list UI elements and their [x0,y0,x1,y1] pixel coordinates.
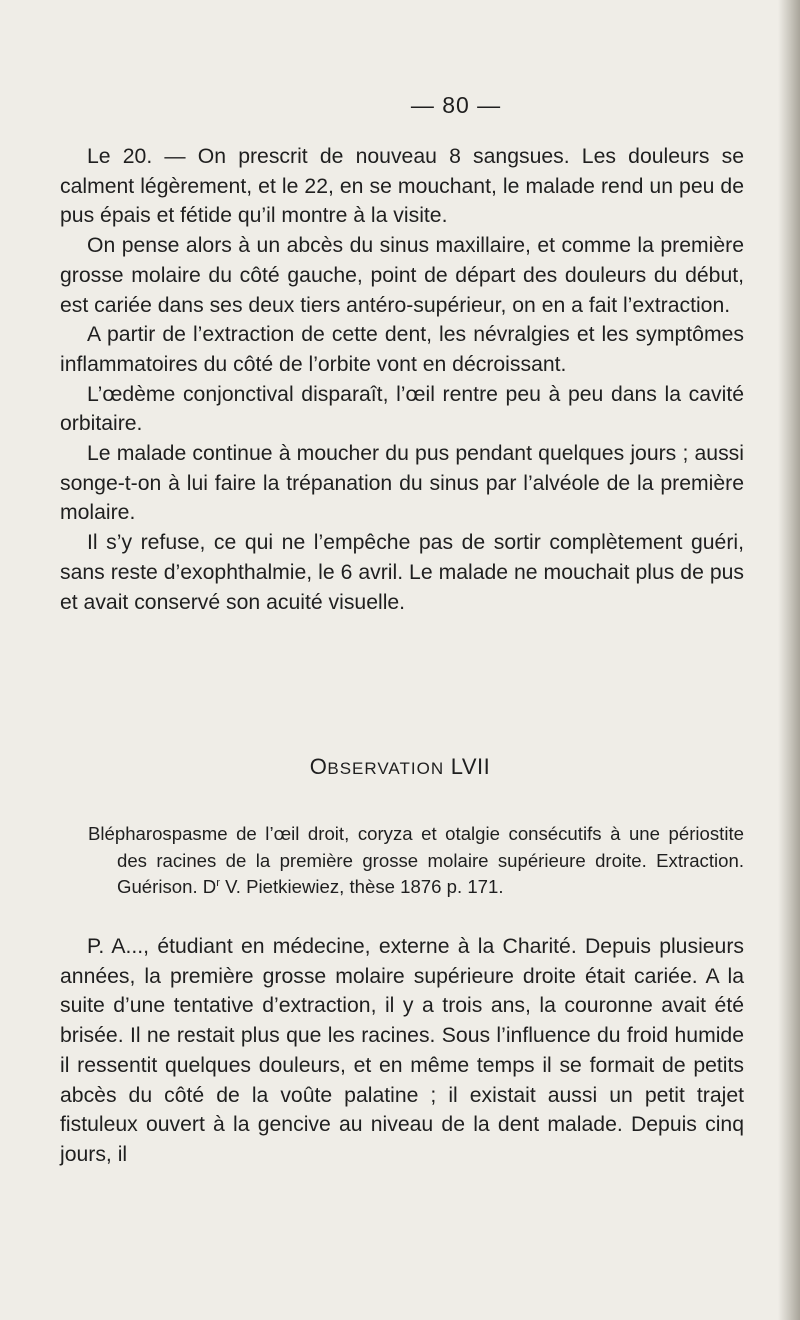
observation-summary [88,821,744,901]
paragraph: P. A..., étudiant en médecine, externe à la Charité. Depuis plusieurs années, la première grosse molaire supérieure droite était cariée. A la suite d’une tentative d’extraction, il y a trois ans, la couronne avait été brisée. Il ne restait plus que les racines. Sous l’influence du froid humide il ressentit quelques douleurs, et en même temps il se formait de petits abcès du côté de la voûte palatine ; il existait aussi un petit trajet fistuleux ouvert à la gencive au niveau de la dent malade. Depuis cinq jours, il [60,935,744,1166]
summary-text-end: V. Pietkiewiez, thèse 1876 p. 171. [219,876,504,897]
paragraph: Le malade continue à moucher du pus pendant quelques jours ; aussi songe-t-on à lui faire la trépanation du sinus par l’alvéole de la première molaire. [60,442,744,525]
body-text-lower [60,932,744,1170]
paragraph: L’œdème conjonctival disparaît, l’œil rentre peu à peu dans la cavité orbitaire. [60,382,744,436]
summary-superscript: r [216,876,220,889]
body-text-upper [60,142,744,617]
paragraph: Il s’y refuse, ce qui ne l’empêche pas de sortir complètement guéri, sans reste d’exophthalmie, le 6 avril. Le malade ne mouchait plus de pus et avait conservé son acuité visuelle. [60,531,744,614]
heading-smallcaps: BSERVATION [327,759,445,778]
page-number: — 80 — [410,92,502,118]
summary-text: Blépharospasme de l’œil droit, coryza et otalgie consécutifs à une périostite des racines de la première grosse molaire supérieure droite. Extraction. Guérison. D [88,823,744,897]
paragraph: A partir de l’extraction de cette dent, les névralgies et les symptômes inflammatoires du côté de l’orbite vont en décroissant. [60,323,744,376]
paragraph: On pense alors à un abcès du sinus maxillaire, et comme la première grosse molaire du côté gauche, point de départ des douleurs du début, est cariée dans ses deux tiers antéro-supérieur, on en a fait l’extraction. [60,234,744,317]
observation-heading [0,754,800,780]
page-edge-shadow [778,0,800,1320]
heading-initial: O [309,754,328,779]
paragraph: Le 20. — On prescrit de nouveau 8 sangsues. Les douleurs se calment légèrement, et le 22, en se mouchant, le malade rend un peu de pus épais et fétide qu’il montre à la visite. [60,145,744,228]
heading-number: LVII [450,754,491,779]
